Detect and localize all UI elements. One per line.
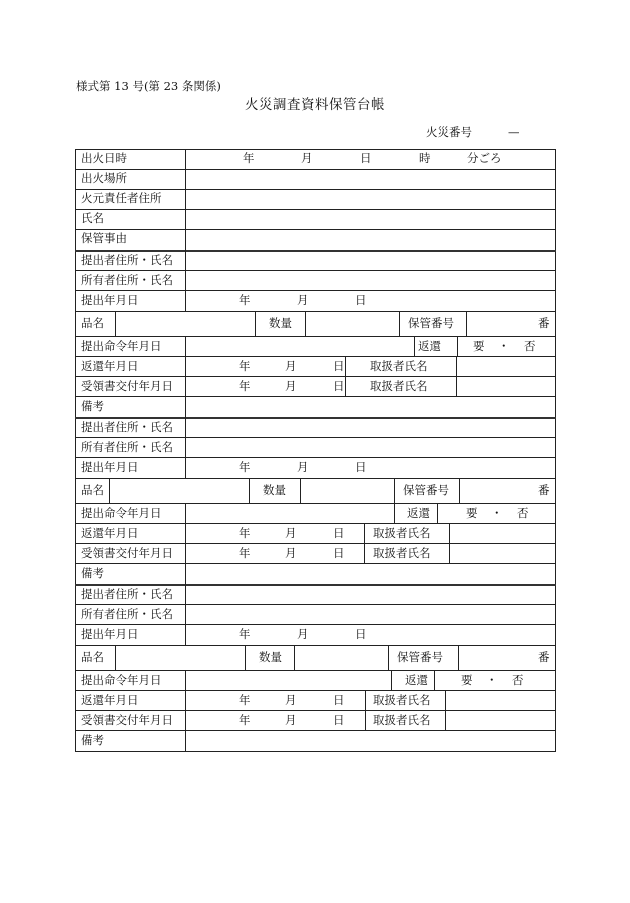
label-column-divider [185, 503, 186, 584]
label-day: 日 [333, 526, 345, 540]
handler-divider [445, 690, 446, 730]
label-dot: ・ [498, 339, 510, 353]
row-divider [75, 645, 556, 646]
fire-number-dash: — [508, 125, 520, 139]
label-receipt-date: 受領書交付年月日 [81, 546, 173, 560]
label-handler-name: 取扱者氏名 [370, 359, 428, 373]
label-year: 年 [239, 546, 251, 560]
label-receipt-date: 受領書交付年月日 [81, 379, 173, 393]
row-divider [75, 336, 556, 337]
return-divider [394, 503, 395, 523]
header-column-divider [185, 149, 186, 250]
label-datetime: 出火日時 [81, 151, 127, 165]
label-column-divider [185, 417, 186, 478]
label-order-date: 提出命令年月日 [81, 339, 162, 353]
table-top-border [75, 149, 556, 150]
label-submit-date: 提出年月日 [81, 293, 139, 307]
label-month: 月 [285, 359, 297, 373]
item-row-divider [115, 645, 116, 670]
label-reason: 保管事由 [81, 231, 127, 245]
row-divider [75, 229, 556, 230]
label-month: 月 [297, 293, 309, 307]
item-row-divider [255, 311, 256, 336]
item-row-divider [300, 478, 301, 503]
label-return: 返還 [405, 673, 428, 687]
label-not-required: 否 [524, 339, 536, 353]
label-item-name: 品名 [81, 650, 104, 664]
row-divider [75, 270, 556, 271]
label-item-name: 品名 [81, 316, 104, 330]
label-day: 日 [355, 627, 367, 641]
label-day: 日 [333, 359, 345, 373]
row-divider [75, 437, 556, 438]
label-quantity: 数量 [259, 650, 282, 664]
row-divider [75, 604, 556, 605]
item-row-divider [109, 478, 110, 503]
label-submitter: 提出者住所・氏名 [81, 253, 173, 267]
label-submitter: 提出者住所・氏名 [81, 420, 173, 434]
table-bottom-border [75, 751, 556, 752]
label-remarks: 備考 [81, 399, 104, 413]
return-divider [457, 336, 458, 356]
label-required: 要 [466, 506, 478, 520]
label-hour: 時 [419, 151, 431, 165]
label-handler-name: 取扱者氏名 [373, 693, 431, 707]
section-separator [75, 417, 556, 419]
row-divider [75, 169, 556, 170]
label-day: 日 [355, 460, 367, 474]
label-item-name: 品名 [81, 483, 104, 497]
label-day: 日 [333, 379, 345, 393]
label-year: 年 [239, 379, 251, 393]
row-divider [75, 376, 556, 377]
item-row-divider [305, 311, 306, 336]
handler-divider [364, 523, 365, 563]
label-handler-name: 取扱者氏名 [373, 713, 431, 727]
return-divider [434, 670, 435, 690]
item-row-divider [459, 478, 460, 503]
item-row-divider [399, 311, 400, 336]
fire-number-label: 火災番号 [426, 125, 472, 139]
label-submit-date: 提出年月日 [81, 627, 139, 641]
label-month: 月 [297, 627, 309, 641]
label-order-date: 提出命令年月日 [81, 506, 162, 520]
handler-divider [345, 356, 346, 396]
table-left-border [75, 149, 76, 752]
label-owner: 所有者住所・氏名 [81, 273, 173, 287]
label-column-divider [185, 336, 186, 417]
label-year: 年 [239, 460, 251, 474]
label-year: 年 [239, 713, 251, 727]
return-divider [414, 336, 415, 356]
row-divider [75, 730, 556, 731]
item-row-divider [388, 645, 389, 670]
label-month: 月 [285, 379, 297, 393]
label-minutes: 分ごろ [467, 151, 502, 165]
label-year: 年 [239, 526, 251, 540]
label-year: 年 [239, 627, 251, 641]
row-divider [75, 311, 556, 312]
row-divider [75, 478, 556, 479]
row-divider [75, 563, 556, 564]
row-divider [75, 690, 556, 691]
label-day: 日 [333, 693, 345, 707]
row-divider [75, 543, 556, 544]
label-month: 月 [297, 460, 309, 474]
label-year: 年 [243, 151, 255, 165]
label-remarks: 備考 [81, 733, 104, 747]
label-submit-date: 提出年月日 [81, 460, 139, 474]
label-day: 日 [333, 713, 345, 727]
table-right-border [555, 149, 556, 752]
label-month: 月 [285, 693, 297, 707]
row-divider [75, 523, 556, 524]
label-year: 年 [239, 293, 251, 307]
label-year: 年 [239, 693, 251, 707]
return-divider [391, 670, 392, 690]
item-row-divider [458, 645, 459, 670]
label-return-date: 返還年月日 [81, 526, 139, 540]
row-divider [75, 189, 556, 190]
label-handler-name: 取扱者氏名 [373, 526, 431, 540]
label-storage-no: 保管番号 [408, 316, 454, 330]
label-month: 月 [301, 151, 313, 165]
label-handler-name: 取扱者氏名 [370, 379, 428, 393]
label-required: 要 [473, 339, 485, 353]
handler-divider [456, 356, 457, 396]
label-month: 月 [285, 713, 297, 727]
label-column-divider [185, 670, 186, 751]
item-row-divider [466, 311, 467, 336]
return-divider [437, 503, 438, 523]
row-divider [75, 457, 556, 458]
label-handler-name: 取扱者氏名 [373, 546, 431, 560]
label-dot: ・ [486, 673, 498, 687]
label-responsible: 火元責任者住所 [81, 191, 162, 205]
label-day: 日 [355, 293, 367, 307]
item-row-divider [245, 645, 246, 670]
label-column-divider [185, 250, 186, 311]
page-title: 火災調査資料保管台帳 [245, 97, 385, 113]
row-divider [75, 209, 556, 210]
label-month: 月 [285, 526, 297, 540]
label-place: 出火場所 [81, 171, 127, 185]
label-submitter: 提出者住所・氏名 [81, 587, 173, 601]
label-order-date: 提出命令年月日 [81, 673, 162, 687]
ledger-table [75, 149, 556, 752]
row-divider [75, 290, 556, 291]
label-day: 日 [333, 546, 345, 560]
row-divider [75, 503, 556, 504]
label-storage-no: 保管番号 [397, 650, 443, 664]
row-divider [75, 710, 556, 711]
label-day: 日 [360, 151, 372, 165]
label-name: 氏名 [81, 211, 104, 225]
label-month: 月 [285, 546, 297, 560]
section-separator [75, 584, 556, 586]
item-row-divider [115, 311, 116, 336]
label-return-date: 返還年月日 [81, 359, 139, 373]
item-row-divider [294, 645, 295, 670]
handler-divider [449, 523, 450, 563]
label-return-date: 返還年月日 [81, 693, 139, 707]
handler-divider [365, 690, 366, 730]
row-divider [75, 396, 556, 397]
label-owner: 所有者住所・氏名 [81, 607, 173, 621]
item-row-divider [249, 478, 250, 503]
item-row-divider [394, 478, 395, 503]
label-quantity: 数量 [269, 316, 292, 330]
label-remarks: 備考 [81, 566, 104, 580]
section-separator [75, 250, 556, 252]
label-quantity: 数量 [263, 483, 286, 497]
label-not-required: 否 [512, 673, 524, 687]
row-divider [75, 624, 556, 625]
label-column-divider [185, 584, 186, 645]
row-divider [75, 356, 556, 357]
label-ban: 番 [538, 316, 550, 330]
label-return: 返還 [407, 506, 430, 520]
form-number: 様式第 13 号(第 23 条関係) [76, 79, 221, 93]
label-receipt-date: 受領書交付年月日 [81, 713, 173, 727]
label-not-required: 否 [517, 506, 529, 520]
row-divider [75, 670, 556, 671]
label-year: 年 [239, 359, 251, 373]
label-owner: 所有者住所・氏名 [81, 440, 173, 454]
label-storage-no: 保管番号 [403, 483, 449, 497]
label-ban: 番 [538, 483, 550, 497]
label-return: 返還 [418, 339, 441, 353]
label-dot: ・ [491, 506, 503, 520]
label-ban: 番 [538, 650, 550, 664]
label-required: 要 [461, 673, 473, 687]
